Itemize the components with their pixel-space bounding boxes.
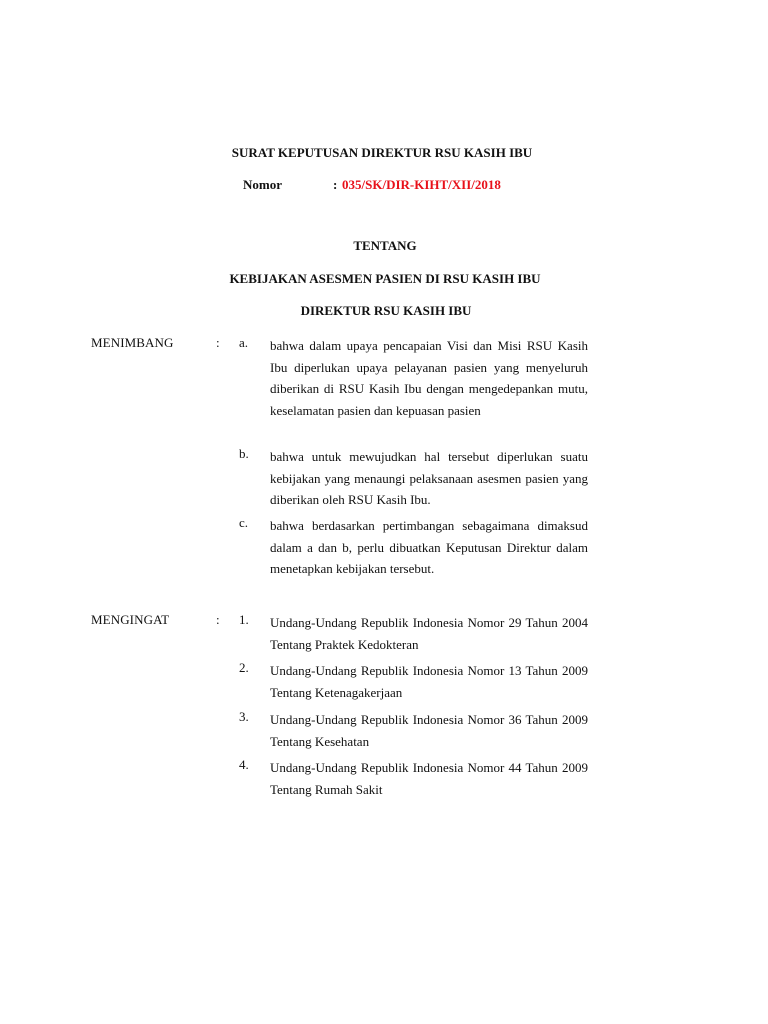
item-marker: b. bbox=[239, 446, 249, 461]
item-text: bahwa untuk mewujudkan hal tersebut diperlukan suatu kebijakan yang menaungi pelaksanaan asesmen pasien yang diberikan oleh RSU Kasih Ibu. bbox=[270, 449, 588, 507]
nomor-colon: : bbox=[333, 177, 338, 192]
director-heading: DIREKTUR RSU KASIH IBU bbox=[300, 303, 472, 318]
item-text: Undang-Undang Republik Indonesia Nomor 29 Tahun 2004 Tentang Praktek Kedokteran bbox=[270, 615, 588, 652]
nomor-label: Nomor bbox=[243, 177, 282, 192]
item-text: bahwa dalam upaya pencapaian Visi dan Misi RSU Kasih Ibu diperlukan upaya pelayanan pasien yang menyeluruh diberikan di RSU Kasih Ibu dengan mengedepankan mutu, keselamatan pasien dan kepuasan pasien bbox=[270, 338, 588, 418]
tentang-heading: TENTANG bbox=[353, 238, 417, 253]
menimbang-colon: : bbox=[216, 335, 220, 350]
item-marker: 1. bbox=[239, 612, 249, 627]
item-marker: 3. bbox=[239, 709, 249, 724]
item-text: bahwa berdasarkan pertimbangan sebagaimana dimaksud dalam a dan b, perlu dibuatkan Keputusan Direktur dalam menetapkan kebijakan tersebut. bbox=[270, 518, 588, 576]
mengingat-colon: : bbox=[216, 612, 220, 627]
item-marker: 2. bbox=[239, 660, 249, 675]
item-text: Undang-Undang Republik Indonesia Nomor 36 Tahun 2009 Tentang Kesehatan bbox=[270, 712, 588, 749]
menimbang-label: MENIMBANG bbox=[91, 335, 174, 350]
item-marker: a. bbox=[239, 335, 249, 350]
nomor-row bbox=[0, 177, 768, 195]
nomor-value: 035/SK/DIR-KIHT/XII/2018 bbox=[342, 177, 501, 192]
item-text: Undang-Undang Republik Indonesia Nomor 44 Tahun 2009 Tentang Rumah Sakit bbox=[270, 760, 588, 797]
subject-heading: KEBIJAKAN ASESMEN PASIEN DI RSU KASIH IBU bbox=[229, 271, 541, 286]
item-marker: 4. bbox=[239, 757, 249, 772]
item-marker: c. bbox=[239, 515, 249, 530]
item-text: Undang-Undang Republik Indonesia Nomor 13 Tahun 2009 Tentang Ketenagakerjaan bbox=[270, 663, 588, 700]
document-title: SURAT KEPUTUSAN DIREKTUR RSU KASIH IBU bbox=[231, 145, 533, 160]
mengingat-label: MENGINGAT bbox=[91, 612, 170, 627]
